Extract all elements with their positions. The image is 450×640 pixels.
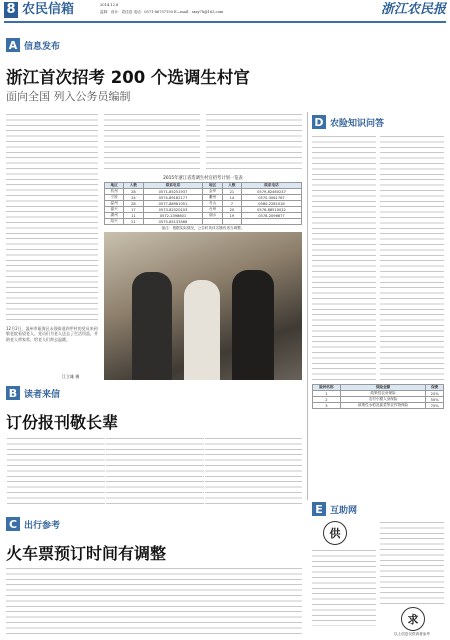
table-cell: 0580-2281018 — [241, 201, 301, 207]
section-e-heading — [312, 502, 357, 516]
photo-credit: 江立雄 摄 — [62, 374, 80, 379]
table-cell: 0578-2096677 — [241, 213, 301, 219]
table-header-cell: 险种名称 — [313, 385, 341, 391]
table-cell — [203, 219, 222, 225]
table-cell: 21 — [124, 219, 143, 225]
table-cell: 21 — [222, 189, 241, 195]
insurance-qa-col2 — [380, 134, 444, 380]
editor-line: 监制：设计：袁佳卷 电话：0571-86757150 E—mail：sxzy78@163.com — [100, 10, 224, 14]
section-b-heading — [6, 386, 60, 400]
mutual-listings-right — [380, 520, 444, 606]
insurance-table — [312, 384, 444, 409]
person-figure — [184, 280, 220, 380]
supply-tag-text: 供 — [323, 521, 347, 545]
recruit-table-title: 2015年浙江省选调生村官招考计划一览表 — [163, 176, 243, 181]
section-d-heading — [312, 115, 384, 129]
table-cell: 70% — [426, 403, 444, 409]
table-cell: 温州 — [105, 201, 124, 207]
demand-tag — [390, 606, 436, 632]
table-cell: 20 — [222, 207, 241, 213]
section-c-label: 出行参考 — [24, 520, 61, 531]
mutual-listings-left — [312, 548, 376, 626]
table-cell: 农村小额人身保险 — [340, 397, 425, 403]
table-cell: 0577-88961051 — [143, 201, 203, 207]
table-cell: 湖州 — [105, 213, 124, 219]
table-cell: 杭州 — [105, 189, 124, 195]
travel-headline: 火车票预订时间有调整 — [6, 544, 167, 563]
section-d-label: 农险知识问答 — [330, 118, 385, 129]
section-b-letter: B — [6, 386, 20, 400]
news-photo — [104, 232, 302, 380]
table-cell — [222, 219, 241, 225]
table-row — [313, 403, 444, 409]
section-a-label: 信息发布 — [24, 41, 61, 52]
table-header-cell: 保险金额 — [340, 385, 425, 391]
page-number: 8 — [4, 2, 18, 18]
page-header — [4, 2, 446, 20]
table-cell: 28 — [124, 189, 143, 195]
article-body-col3 — [206, 112, 302, 172]
table-header-cell: 保费 — [426, 385, 444, 391]
table-cell: 丽水 — [203, 213, 222, 219]
supply-tag — [312, 520, 358, 546]
table-cell: 0575-85133568 — [143, 219, 203, 225]
article-body-col2 — [104, 112, 200, 172]
table-header-cell: 人数 — [124, 183, 143, 189]
travel-body — [6, 566, 302, 638]
table-cell: 50% — [426, 397, 444, 403]
table-header-cell: 人数 — [222, 183, 241, 189]
table-cell: 政策性农房保险 — [340, 391, 425, 397]
section-e-letter: E — [312, 502, 326, 516]
demand-tag-text: 求 — [401, 607, 425, 631]
table-cell: 台州 — [203, 207, 222, 213]
table-cell: 0573-82520103 — [143, 207, 203, 213]
recruit-table — [104, 182, 302, 225]
section-c-letter: C — [6, 517, 20, 531]
header-rule — [4, 21, 446, 23]
right-column-rule — [307, 112, 308, 500]
table-header-cell: 联系电话 — [241, 183, 301, 189]
table-header-cell: 地区 — [105, 183, 124, 189]
table-cell: 19 — [222, 213, 241, 219]
article-body-col1 — [6, 112, 98, 324]
brand-logo: 浙江农民报 — [380, 2, 446, 17]
table-cell: 7 — [222, 201, 241, 207]
person-figure — [232, 270, 274, 380]
table-cell: 政策性水稻及蔬菜等农作物保险 — [340, 403, 425, 409]
table-cell: 舟山 — [203, 201, 222, 207]
table-cell: 2 — [313, 397, 341, 403]
table-cell: 衢州 — [203, 195, 222, 201]
photo-caption: 12月2日，温州市瓯海区永强街道四甲村的党员来到敬老院看望老人，党员们为老人送去了生活用品，并陪老人唠家常，给老人们带去温暖。 — [6, 326, 98, 342]
mutual-footer: 以上信息仅供读者参考 — [394, 632, 430, 636]
table-cell: 0579-82460237 — [241, 189, 301, 195]
section-a-letter: A — [6, 38, 20, 52]
section-c-heading — [6, 517, 60, 531]
section-b-label: 读者来信 — [24, 389, 61, 400]
table-cell: 28 — [124, 201, 143, 207]
table-cell: 11 — [124, 213, 143, 219]
table-cell: 绍兴 — [105, 219, 124, 225]
main-subheadline: 面向全国 列入公务员编制 — [6, 90, 131, 103]
table-cell: 20% — [426, 391, 444, 397]
table-cell — [241, 219, 301, 225]
table-cell: 0571-85251937 — [143, 189, 203, 195]
table-cell: 0576-88510032 — [241, 207, 301, 213]
table-cell: 3 — [313, 403, 341, 409]
table-cell: 嘉兴 — [105, 207, 124, 213]
header-date: 2014.12.8 — [100, 3, 119, 7]
person-figure — [132, 272, 172, 380]
table-cell: 宁波 — [105, 195, 124, 201]
table-cell: 0574-89182177 — [143, 195, 203, 201]
table-cell: 金华 — [203, 189, 222, 195]
letters-headline: 订份报刊敬长辈 — [6, 413, 119, 432]
insurance-qa-col1 — [312, 134, 376, 380]
table-cell: 1 — [313, 391, 341, 397]
table-cell: 0570-3061767 — [241, 195, 301, 201]
section-d-letter: D — [312, 115, 326, 129]
letters-body — [6, 436, 302, 508]
section-title: 农民信箱 — [22, 2, 75, 17]
table-header-cell: 地区 — [203, 183, 222, 189]
table-cell: 0572-2398601 — [143, 213, 203, 219]
table-row — [105, 219, 302, 225]
table-cell: 24 — [124, 195, 143, 201]
section-a-heading — [6, 38, 60, 52]
section-e-label: 互助网 — [330, 505, 358, 516]
recruit-table-note: 备注：根据实际情况，公告时具体名额有适当调整。 — [161, 226, 245, 230]
main-headline: 浙江首次招考 200 个选调生村官 — [6, 68, 250, 87]
table-header-cell: 联系电话 — [143, 183, 203, 189]
table-cell: 17 — [124, 207, 143, 213]
table-cell: 14 — [222, 195, 241, 201]
